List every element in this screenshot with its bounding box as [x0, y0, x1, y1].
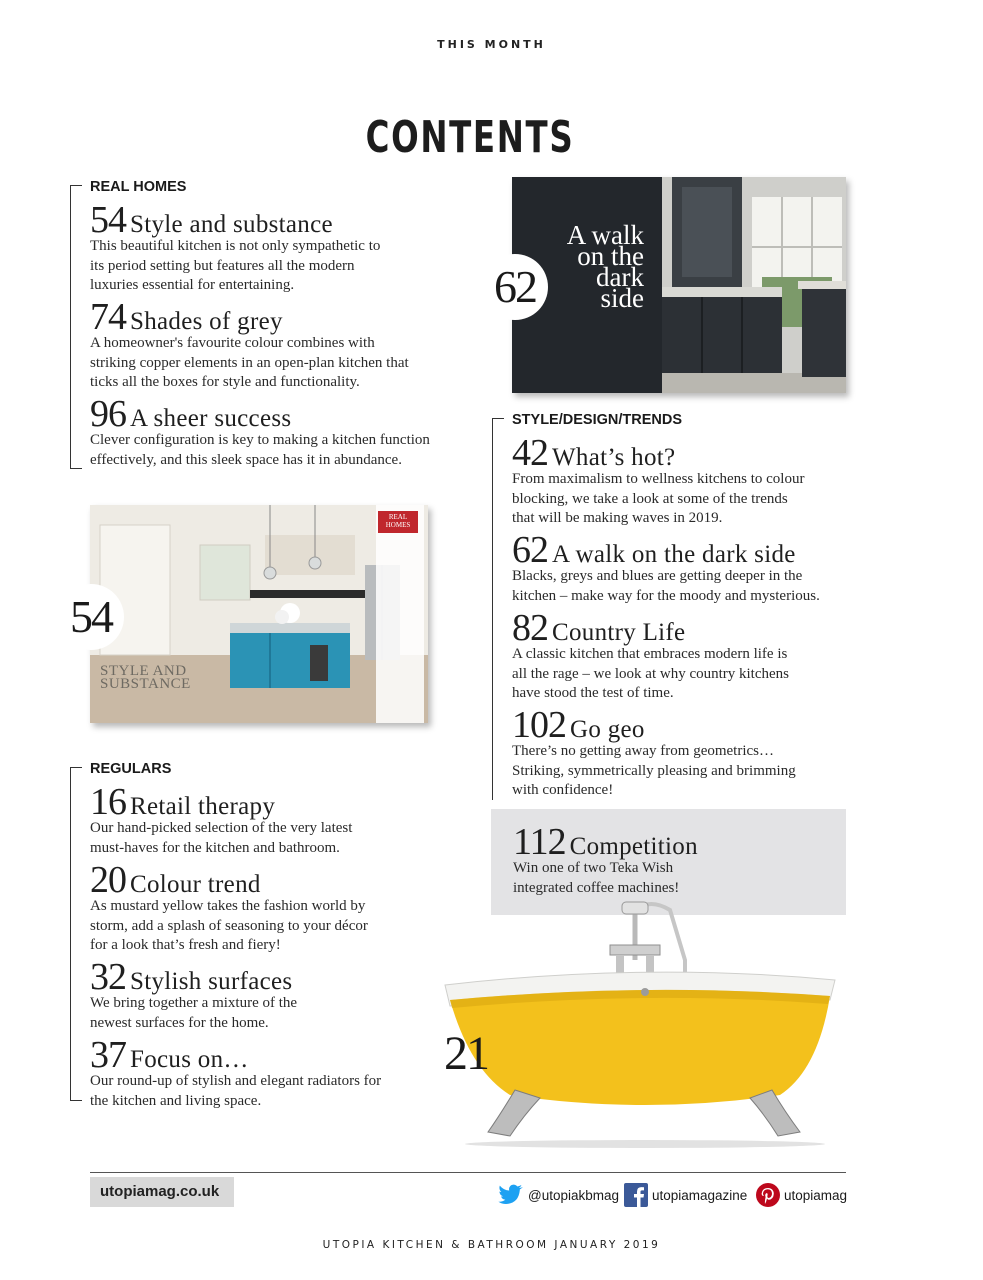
- page-number: 62: [512, 529, 548, 571]
- page-number: 54: [90, 199, 126, 241]
- article-title: Focus on…: [130, 1046, 249, 1073]
- contents-entry[interactable]: [90, 783, 450, 858]
- contents-entry[interactable]: [90, 958, 450, 1033]
- page-badge: 21: [444, 1027, 488, 1080]
- facebook-link[interactable]: [624, 1183, 747, 1207]
- section-style-design-trends: [492, 412, 852, 800]
- page-number: 32: [90, 956, 126, 998]
- contents-entry[interactable]: [512, 434, 842, 529]
- contents-entry[interactable]: [512, 706, 842, 801]
- twitter-handle: @utopiakbmag: [528, 1187, 620, 1203]
- pinterest-handle: utopiamag: [784, 1187, 848, 1203]
- page-title: CONTENTS: [365, 112, 575, 163]
- page-number: 42: [512, 432, 548, 474]
- article-description: We bring together a mixture of the newest surfaces for the home.: [90, 995, 298, 1031]
- article-title: Stylish surfaces: [130, 968, 293, 995]
- yellow-bath-illustration[interactable]: [440, 900, 850, 1150]
- contents-entry[interactable]: [512, 531, 847, 606]
- article-title: What’s hot?: [552, 444, 676, 471]
- dark-kitchen-photo[interactable]: [512, 177, 846, 393]
- page-number: 112: [513, 821, 566, 863]
- section-bracket: [70, 185, 82, 469]
- section-label: STYLE/DESIGN/TRENDS: [512, 412, 682, 428]
- contents-entry[interactable]: [90, 1036, 450, 1111]
- article-title: Retail therapy: [130, 793, 276, 820]
- article-description: From maximalism to wellness kitchens to colour blocking, we take a look at some of the trends that will be making waves in 2019.: [512, 471, 805, 526]
- section-real-homes: [70, 179, 470, 469]
- article-description: Our hand-picked selection of the very latest must-haves for the kitchen and bathroom.: [90, 820, 353, 856]
- page-number: 102: [512, 704, 566, 746]
- article-title: Shades of grey: [130, 308, 283, 335]
- article-description: This beautiful kitchen is not only sympathetic to its period setting but features all the modern luxuries essential for entertaining.: [90, 238, 381, 293]
- section-bracket: [70, 767, 82, 1101]
- website-link[interactable]: utopiamag.co.uk: [90, 1177, 234, 1207]
- article-description: Blacks, greys and blues are getting deeper in the kitchen – make way for the moody and mysterious.: [512, 568, 820, 604]
- facebook-icon: [624, 1183, 648, 1207]
- article-description: As mustard yellow takes the fashion world by storm, add a splash of seasoning to your décor for a look that’s fresh and fiery!: [90, 898, 368, 953]
- page-number: 96: [90, 393, 126, 435]
- pinterest-icon: [756, 1183, 780, 1207]
- article-description: Clever configuration is key to making a kitchen function effectively, and this sleek space has it in abundance.: [90, 432, 430, 468]
- facebook-handle: utopiamagazine: [652, 1187, 748, 1203]
- article-title: Go geo: [570, 716, 645, 743]
- twitter-link[interactable]: [498, 1183, 619, 1207]
- page-number: 82: [512, 607, 548, 649]
- contents-entry[interactable]: [90, 861, 450, 956]
- article-description: A homeowner's favourite colour combines with striking copper elements in an open-plan kitchen that ticks all the boxes for style and functionality.: [90, 335, 409, 390]
- contents-entry[interactable]: [90, 395, 450, 470]
- footer-divider: [90, 1172, 846, 1173]
- spread-tag: REAL HOMES: [385, 513, 411, 529]
- article-description: Win one of two Teka Wish integrated coffee machines!: [513, 860, 680, 896]
- spread-title: STYLE AND SUBSTANCE: [100, 663, 191, 692]
- article-description: A classic kitchen that embraces modern life is all the rage – we look at why country kitchens have stood the test of time.: [512, 646, 790, 701]
- twitter-icon: [498, 1184, 524, 1206]
- article-title: Competition: [569, 833, 698, 860]
- article-title: A walk on the dark side: [552, 541, 796, 568]
- pinterest-link[interactable]: [756, 1183, 847, 1207]
- page-number: 16: [90, 781, 126, 823]
- page-badge: 54: [58, 584, 124, 650]
- contents-entry[interactable]: [512, 609, 842, 704]
- article-title: A sheer success: [130, 405, 292, 432]
- article-description: There’s no getting away from geometrics… Striking, symmetrically pleasing and brimming with confidence!: [512, 743, 796, 798]
- article-description: Our round-up of stylish and elegant radiators for the kitchen and living space.: [90, 1073, 382, 1109]
- spread-title: A walk on the dark side: [566, 220, 644, 313]
- section-label: REAL HOMES: [90, 179, 187, 195]
- section-regulars: [70, 761, 470, 1109]
- contents-entry[interactable]: [90, 201, 450, 296]
- contents-entry[interactable]: [90, 298, 450, 393]
- page-number: 74: [90, 296, 126, 338]
- page-number: 20: [90, 859, 126, 901]
- page-badge: 62: [482, 254, 548, 320]
- contents-entry[interactable]: [513, 823, 833, 898]
- article-title: Style and substance: [130, 211, 333, 238]
- article-title: Colour trend: [130, 871, 261, 898]
- section-bracket: [492, 418, 504, 800]
- section-kicker: THIS MONTH: [437, 38, 546, 51]
- blue-kitchen-photo[interactable]: [90, 505, 428, 723]
- page-number: 37: [90, 1034, 126, 1076]
- page-folio: UTOPIA KITCHEN & BATHROOM JANUARY 2019: [322, 1239, 661, 1251]
- article-title: Country Life: [552, 619, 686, 646]
- section-label: REGULARS: [90, 761, 172, 777]
